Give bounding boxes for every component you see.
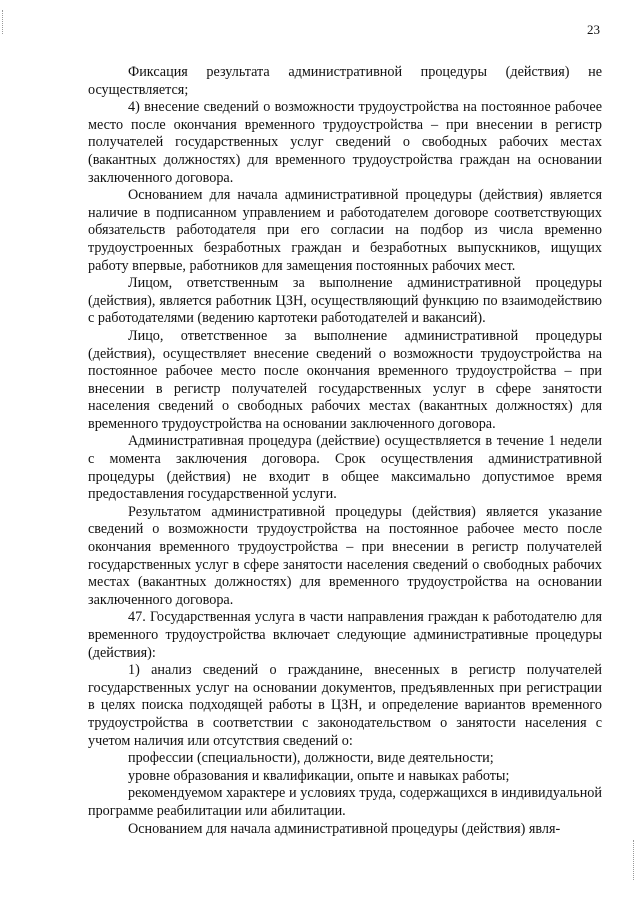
paragraph-basis: Основанием для начала административной процедуры (действия) является наличие в подписанном управлением и работодателем договоре соответствующих обязательств работодателя при его согласии на подбор из числа временно трудоустроенных безработных граждан и безработных выпускников, ищущих работу впервые, работников для замещения постоянных рабочих мест. xyxy=(88,187,602,274)
paragraph-fixation: Фиксация результата административной процедуры (действия) не осуществляется; xyxy=(88,64,602,98)
scan-edge-mark xyxy=(2,10,5,34)
paragraph-section-47: 47. Государственная услуга в части направления граждан к работодателю для временного трудоустройства включает следующие административные процедуры (действия): xyxy=(88,609,602,661)
paragraph-recommended-conditions: рекомендуемом характере и условиях труда, содержащихся в индивидуальной программе реабилитации или абилитации. xyxy=(88,785,602,819)
paragraph-term: Административная процедура (действие) осуществляется в течение 1 недели с момента заключения договора. Срок осуществления административной процедуры (действия) не входит в общее максимально допустимое время предоставления государственной услуги. xyxy=(88,433,602,503)
page-number: 23 xyxy=(587,22,600,37)
paragraph-responsible-person: Лицом, ответственным за выполнение административной процедуры (действия), является работник ЦЗН, осуществляющий функцию по взаимодействию с работодателями (ведению картотеки работодателей и вакансий). xyxy=(88,275,602,327)
paragraph-item-4: 4) внесение сведений о возможности трудоустройства на постоянное рабочее место после окончания временного трудоустройства – при внесении в регистр получателей государственных услуг сведений о свободных рабочих местах (вакантных должностях) для временного трудоустройства граждан на основании заключенного договора. xyxy=(88,99,602,186)
paragraph-item-1: 1) анализ сведений о гражданине, внесенных в регистр получателей государственных услуг на основании документов, предъявленных при регистрации в целях поиска подходящей работы в ЦЗН, и определение вариантов временного трудоустройства в соответствии с законодательством о занятости населения с учетом наличия или отсутствия сведений о: xyxy=(88,662,602,749)
paragraph-responsible-action: Лицо, ответственное за выполнение административной процедуры (действия), осуществляет внесение сведений о возможности трудоустройства на постоянное рабочее место после окончания временного трудоустройства – при внесении в регистр получателей государственных услуг в сфере занятости населения сведений о свободных рабочих местах (вакантных должностях) для временного трудоустройства на основании заключенного договора. xyxy=(88,327,602,432)
paragraph-profession: профессии (специальности), должности, виде деятельности; xyxy=(128,750,494,767)
document-body xyxy=(88,64,602,838)
paragraph-education: уровне образования и квалификации, опыте и навыках работы; xyxy=(128,767,510,784)
paragraph-result: Результатом административной процедуры (действия) является указание сведений о возможности трудоустройства на постоянное рабочее место после окончания временного трудоустройства – при внесении в регистр получателей государственных услуг в сфере занятости населения сведений о свободных рабочих местах (вакантных должностях) для временного трудоустройства на основании заключенного договора. xyxy=(88,503,602,608)
scan-edge-mark-right xyxy=(633,840,636,880)
paragraph-basis-continued: Основанием для начала административной процедуры (действия) явля- xyxy=(128,820,561,837)
